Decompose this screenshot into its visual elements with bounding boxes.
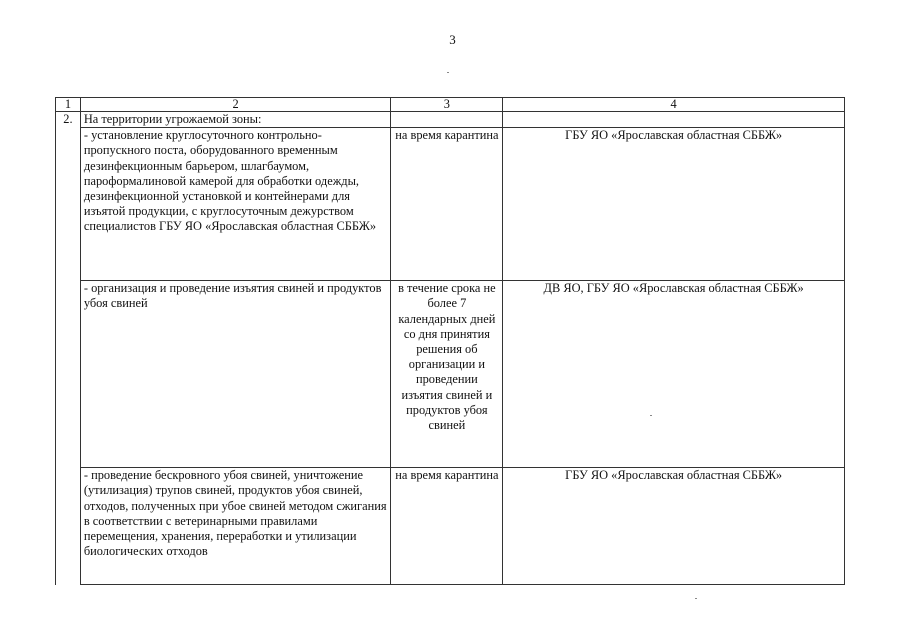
term-cell: на время карантина <box>391 468 503 585</box>
task-cell: - проведение бескровного убоя свиней, уничтожение (утилизация) трупов свиней, продуктов убоя свиней, отходов, полученных при убое свиней методом сжигания в соответствии с ветеринарными правилами перемещения, хранения, переработки и утилизации биологических отходов <box>80 468 391 585</box>
measures-table <box>55 97 845 585</box>
header-col-3: 3 <box>391 98 503 112</box>
scan-speck <box>650 415 652 416</box>
scan-speck <box>447 72 449 73</box>
task-cell: - установление круглосуточного контрольно-пропускного поста, оборудованного временным дезинфекционным барьером, шлагбаумом, пароформалиновой камерой для обработки одежды, дезинфекционной установкой и контейнерами для изъятой продукции, с круглосуточным дежурством специалистов ГБУ ЯО «Ярославская областная СББЖ» <box>80 128 391 281</box>
term-cell: на время карантина <box>391 128 503 281</box>
table-row <box>56 468 845 585</box>
section-row <box>56 112 845 128</box>
responsible-cell: ДВ ЯО, ГБУ ЯО «Ярославская областная СББЖ» <box>503 281 845 468</box>
responsible-cell: ГБУ ЯО «Ярославская областная СББЖ» <box>503 128 845 281</box>
table-row <box>56 281 845 468</box>
responsible-cell: ГБУ ЯО «Ярославская областная СББЖ» <box>503 468 845 585</box>
header-col-4: 4 <box>503 98 845 112</box>
section-number: 2. <box>56 112 81 585</box>
header-col-2: 2 <box>80 98 391 112</box>
section-empty-responsible <box>503 112 845 128</box>
table-row <box>56 128 845 281</box>
header-row <box>56 98 845 112</box>
section-title: На территории угрожаемой зоны: <box>80 112 391 128</box>
task-cell: - организация и проведение изъятия свиней и продуктов убоя свиней <box>80 281 391 468</box>
term-cell: в течение срока не более 7 календарных дней со дня принятия решения об организации и проведении изъятия свиней и продуктов убоя свиней <box>391 281 503 468</box>
section-empty-term <box>391 112 503 128</box>
header-col-1: 1 <box>56 98 81 112</box>
page-number: 3 <box>449 32 456 47</box>
scan-speck <box>695 598 697 599</box>
